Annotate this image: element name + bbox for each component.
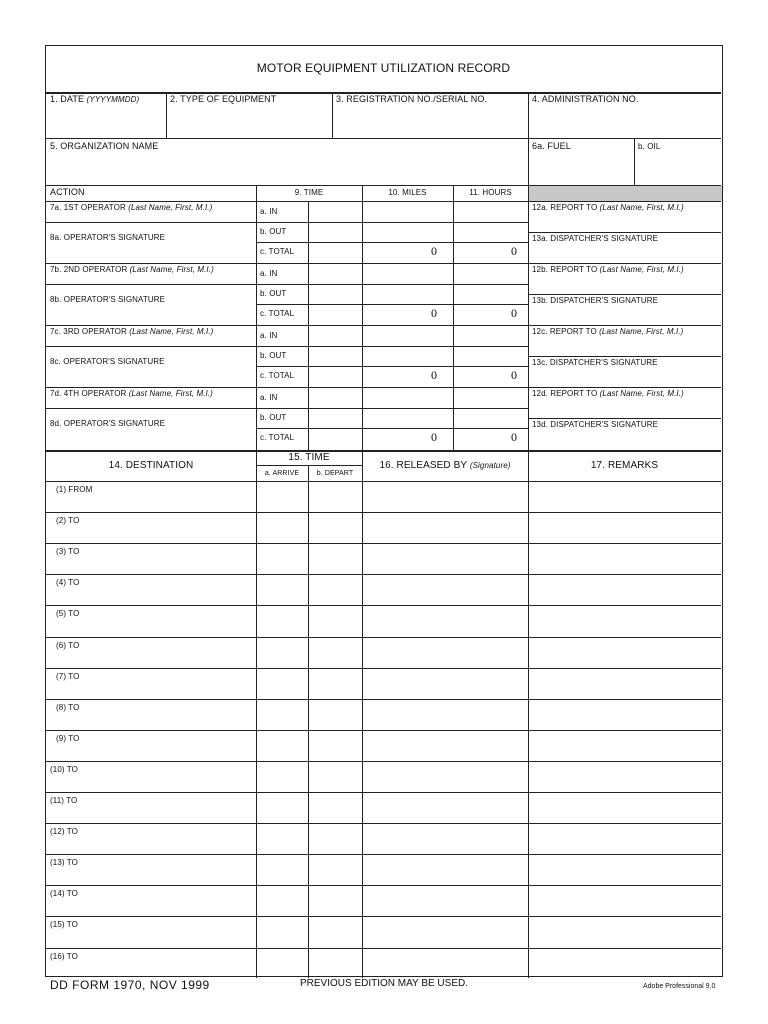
- divider: [46, 450, 721, 452]
- miles-total-value: 0: [431, 244, 437, 259]
- divider: [634, 138, 635, 185]
- action-header: ACTION: [50, 187, 85, 197]
- destination-row-label: (6) TO: [56, 640, 80, 650]
- hours-total-value: 0: [511, 306, 517, 321]
- depart-header: b. DEPART: [316, 470, 354, 477]
- destination-row-label: (11) TO: [50, 796, 78, 805]
- divider: [256, 242, 528, 243]
- divider: [256, 366, 528, 367]
- dispatcher-signature-label: 13b. DISPATCHER'S SIGNATURE: [532, 296, 659, 305]
- registration-label: 3. REGISTRATION NO./SERIAL NO.: [336, 94, 488, 104]
- hours-total-value: 0: [511, 368, 517, 383]
- divider: [528, 418, 721, 419]
- divider: [332, 92, 333, 138]
- time-in-label: a. IN: [260, 393, 278, 402]
- divider: [256, 450, 257, 978]
- destination-row-label: (5) TO: [56, 609, 80, 619]
- destination-row-label: (10) TO: [50, 764, 78, 774]
- destination-row-label: (2) TO: [56, 516, 80, 526]
- divider: [46, 346, 256, 347]
- divider: [46, 823, 721, 824]
- divider: [46, 854, 721, 855]
- form-number: DD FORM 1970, NOV 1999: [50, 978, 210, 992]
- divider: [46, 730, 721, 731]
- operator-signature-label: 8d. OPERATOR'S SIGNATURE: [50, 418, 166, 428]
- divider: [46, 637, 721, 638]
- divider: [528, 356, 721, 357]
- time-total-label: c. TOTAL: [260, 247, 295, 257]
- report-to-label: 12d. REPORT TO (Last Name, First, M.I.): [532, 389, 684, 398]
- arrive-header: a. ARRIVE: [264, 470, 300, 477]
- time-total-label: c. TOTAL: [260, 433, 295, 443]
- divider: [46, 222, 256, 223]
- operator-signature-label: 8c. OPERATOR'S SIGNATURE: [50, 356, 165, 366]
- destination-row-label: (13) TO: [50, 858, 78, 868]
- time-out-label: b. OUT: [260, 412, 287, 422]
- time-in-label: a. IN: [260, 207, 278, 216]
- divider: [256, 185, 257, 451]
- report-to-label: 12a. REPORT TO (Last Name, First, M.I.): [532, 203, 684, 212]
- destination-row-label: (3) TO: [56, 547, 80, 557]
- divider: [46, 574, 721, 575]
- dispatcher-signature-label: 13d. DISPATCHER'S SIGNATURE: [532, 420, 659, 429]
- divider: [362, 450, 363, 978]
- administration-label: 4. ADMINISTRATION NO.: [532, 94, 639, 104]
- time-out-label: b. OUT: [260, 350, 287, 360]
- destination-row-label: (1) FROM: [56, 485, 93, 494]
- hours-total-value: 0: [511, 244, 517, 259]
- divider: [46, 408, 256, 409]
- miles-header: 10. MILES: [388, 188, 427, 197]
- producer-note: Adobe Professional 9.0: [643, 983, 716, 990]
- time-total-label: c. TOTAL: [260, 371, 295, 381]
- destination-row-label: (9) TO: [56, 733, 80, 743]
- form-title: MOTOR EQUIPMENT UTILIZATION RECORD: [256, 61, 511, 75]
- divider: [46, 284, 256, 285]
- destination-row-label: (4) TO: [56, 578, 80, 588]
- divider: [46, 761, 721, 762]
- divider: [256, 284, 528, 285]
- time-15-header: 15. TIME: [288, 452, 330, 463]
- destination-row-label: (12) TO: [50, 827, 78, 837]
- divider: [308, 201, 309, 451]
- divider: [166, 92, 167, 138]
- destination-row-label: (15) TO: [50, 920, 78, 930]
- destination-header: 14. DESTINATION: [108, 460, 194, 471]
- divider: [46, 699, 721, 700]
- divider: [528, 294, 721, 295]
- date-field-label: 1. DATE (YYYYMMDD): [50, 94, 140, 104]
- divider: [46, 138, 721, 139]
- divider: [46, 201, 721, 202]
- operator-name-label: 7b. 2ND OPERATOR (Last Name, First, M.I.): [50, 265, 214, 274]
- operator-signature-label: 8a. OPERATOR'S SIGNATURE: [50, 232, 166, 242]
- divider: [46, 387, 721, 388]
- hours-total-value: 0: [511, 430, 517, 445]
- divider: [453, 185, 454, 451]
- operator-signature-label: 8b. OPERATOR'S SIGNATURE: [50, 294, 166, 304]
- organization-label: 5. ORGANIZATION NAME: [50, 141, 159, 151]
- miles-total-value: 0: [431, 306, 437, 321]
- divider: [46, 512, 721, 513]
- destination-row-label: (8) TO: [56, 702, 80, 712]
- divider: [46, 481, 721, 482]
- time-in-label: a. IN: [260, 331, 278, 340]
- time-total-label: c. TOTAL: [260, 309, 295, 319]
- report-to-label: 12b. REPORT TO (Last Name, First, M.I.): [532, 265, 684, 274]
- time-out-label: b. OUT: [260, 288, 287, 298]
- destination-row-label: (16) TO: [50, 951, 78, 961]
- equipment-type-label: 2. TYPE OF EQUIPMENT: [170, 94, 277, 104]
- edition-note: PREVIOUS EDITION MAY BE USED.: [300, 978, 468, 989]
- divider: [46, 885, 721, 886]
- divider: [46, 916, 721, 917]
- divider: [528, 185, 529, 451]
- divider: [528, 450, 529, 978]
- operator-name-label: 7c. 3RD OPERATOR (Last Name, First, M.I.): [50, 327, 214, 336]
- miles-total-value: 0: [431, 430, 437, 445]
- divider: [46, 792, 721, 793]
- divider: [46, 263, 721, 264]
- divider: [46, 948, 721, 949]
- miles-total-value: 0: [431, 368, 437, 383]
- report-to-label: 12c. REPORT TO (Last Name, First, M.I.): [532, 327, 684, 336]
- divider: [256, 304, 528, 305]
- operator-name-label: 7a. 1ST OPERATOR (Last Name, First, M.I.): [50, 203, 213, 212]
- dispatcher-signature-label: 13c. DISPATCHER'S SIGNATURE: [532, 358, 658, 367]
- divider: [46, 668, 721, 669]
- divider: [46, 325, 721, 326]
- time-out-label: b. OUT: [260, 226, 287, 236]
- time-header: 9. TIME: [294, 188, 324, 197]
- divider: [362, 185, 363, 451]
- divider: [256, 428, 528, 429]
- divider: [256, 408, 528, 409]
- divider: [528, 232, 721, 233]
- time-in-label: a. IN: [260, 269, 278, 278]
- utilization-form: [45, 45, 723, 977]
- operator-name-label: 7d. 4TH OPERATOR (Last Name, First, M.I.): [50, 389, 213, 398]
- divider: [256, 222, 528, 223]
- remarks-header: 17. REMARKS: [590, 460, 659, 471]
- shaded-header-cell: [529, 186, 722, 201]
- divider: [256, 465, 362, 466]
- destination-row-label: (14) TO: [50, 889, 78, 899]
- released-header: 16. RELEASED BY (Signature): [379, 460, 511, 471]
- divider: [46, 605, 721, 606]
- hours-header: 11. HOURS: [469, 188, 512, 197]
- fuel-label: 6a. FUEL: [532, 141, 571, 151]
- dispatcher-signature-label: 13a. DISPATCHER'S SIGNATURE: [532, 234, 659, 243]
- oil-label: b. OIL: [638, 142, 661, 151]
- destination-row-label: (7) TO: [56, 671, 80, 681]
- divider: [308, 465, 309, 978]
- divider: [256, 346, 528, 347]
- divider: [46, 543, 721, 544]
